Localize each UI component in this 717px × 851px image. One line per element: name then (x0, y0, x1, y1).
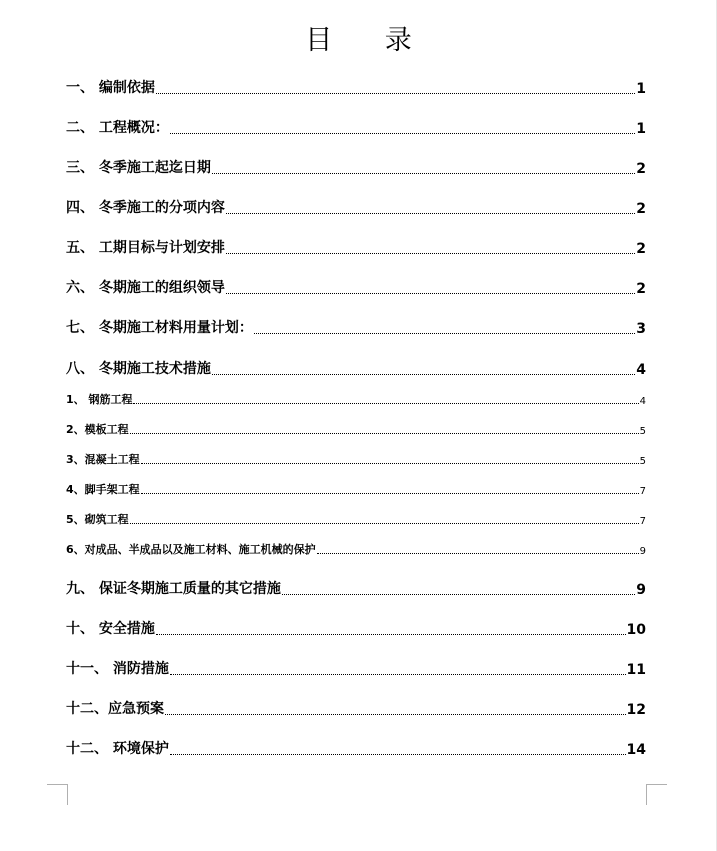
toc-entry-label: 五、 工期目标与计划安排 (66, 240, 225, 256)
toc-entry-page: 10 (626, 622, 646, 638)
toc-entry[interactable] (66, 157, 646, 177)
dot-leader (141, 493, 639, 494)
toc-entry-label: 4、脚手架工程 (66, 483, 140, 496)
dot-leader (317, 553, 639, 554)
toc-entry-label: 六、 冬期施工的组织领导 (66, 280, 225, 296)
dot-leader (156, 93, 635, 94)
dot-leader (226, 213, 635, 214)
dot-leader (170, 754, 626, 755)
toc-entry-page: 1 (636, 121, 646, 137)
toc-entry-page: 5 (639, 426, 646, 437)
dot-leader (212, 374, 635, 375)
page-corner-mark-right (646, 784, 667, 805)
toc-entry-label: 3、混凝土工程 (66, 453, 140, 466)
toc-entry-label: 6、对成品、半成品以及施工材料、施工机械的保护 (66, 543, 316, 556)
page-title: 目 录 (305, 25, 434, 56)
dot-leader (170, 133, 635, 134)
toc-entry[interactable] (66, 197, 646, 217)
toc-entry-page: 14 (626, 742, 646, 758)
toc-entry-label: 1、 钢筋工程 (66, 393, 133, 406)
toc-entry[interactable] (66, 358, 646, 378)
toc-entry-page: 4 (639, 396, 646, 407)
toc-entry[interactable] (66, 237, 646, 257)
toc-subentry[interactable] (66, 421, 646, 437)
toc-entry-page: 1 (636, 81, 646, 97)
toc-entry-label: 二、 工程概况： (66, 120, 169, 136)
toc-entry-page: 2 (636, 241, 646, 257)
toc-entry-label: 三、 冬季施工起迄日期 (66, 160, 211, 176)
toc-entry[interactable] (66, 698, 646, 718)
dot-leader (282, 594, 635, 595)
toc-entry[interactable] (66, 738, 646, 758)
toc-subentry[interactable] (66, 451, 646, 467)
toc-entry-page: 9 (639, 546, 646, 557)
toc-entry-label: 八、 冬期施工技术措施 (66, 361, 211, 377)
dot-leader (226, 253, 635, 254)
toc-entry[interactable] (66, 277, 646, 297)
toc-subentry[interactable] (66, 541, 646, 557)
toc-entry[interactable] (66, 317, 646, 337)
toc-entry-label: 七、 冬期施工材料用量计划： (66, 320, 253, 336)
toc-entry-page: 9 (636, 582, 646, 598)
toc-entry-label: 九、 保证冬期施工质量的其它措施 (66, 581, 281, 597)
toc-entry[interactable] (66, 618, 646, 638)
toc-entry-page: 12 (626, 702, 646, 718)
toc-entry-page: 7 (639, 516, 646, 527)
toc-entry-label: 2、模板工程 (66, 423, 129, 436)
toc-entry-label: 四、 冬季施工的分项内容 (66, 200, 225, 216)
toc-entry-label: 十二、应急预案 (66, 701, 164, 717)
dot-leader (156, 634, 626, 635)
toc-entry-page: 2 (636, 161, 646, 177)
toc-entry[interactable] (66, 117, 646, 137)
dot-leader (130, 433, 639, 434)
toc-entry[interactable] (66, 77, 646, 97)
toc-entry-label: 5、砌筑工程 (66, 513, 129, 526)
toc-entry[interactable] (66, 578, 646, 598)
toc-entry-page: 5 (639, 456, 646, 467)
toc-entry-label: 十二、 环境保护 (66, 741, 169, 757)
toc-entry-label: 一、 编制依据 (66, 80, 155, 96)
toc-entry-page: 7 (639, 486, 646, 497)
toc-entry-page: 4 (636, 362, 646, 378)
dot-leader (212, 173, 635, 174)
dot-leader (141, 463, 639, 464)
toc-entry-page: 2 (636, 281, 646, 297)
dot-leader (133, 403, 638, 404)
toc-entry-label: 十、 安全措施 (66, 621, 155, 637)
toc-entry-label: 十一、 消防措施 (66, 661, 169, 677)
toc-subentry[interactable] (66, 391, 646, 407)
page-corner-mark-left (47, 784, 68, 805)
toc-entry-page: 3 (636, 321, 646, 337)
dot-leader (226, 293, 635, 294)
dot-leader (165, 714, 626, 715)
toc-entry[interactable] (66, 658, 646, 678)
toc-entry-page: 11 (626, 662, 646, 678)
toc-subentry[interactable] (66, 511, 646, 527)
toc-subentry[interactable] (66, 481, 646, 497)
toc-entry-page: 2 (636, 201, 646, 217)
dot-leader (130, 523, 639, 524)
dot-leader (170, 674, 626, 675)
dot-leader (254, 333, 635, 334)
